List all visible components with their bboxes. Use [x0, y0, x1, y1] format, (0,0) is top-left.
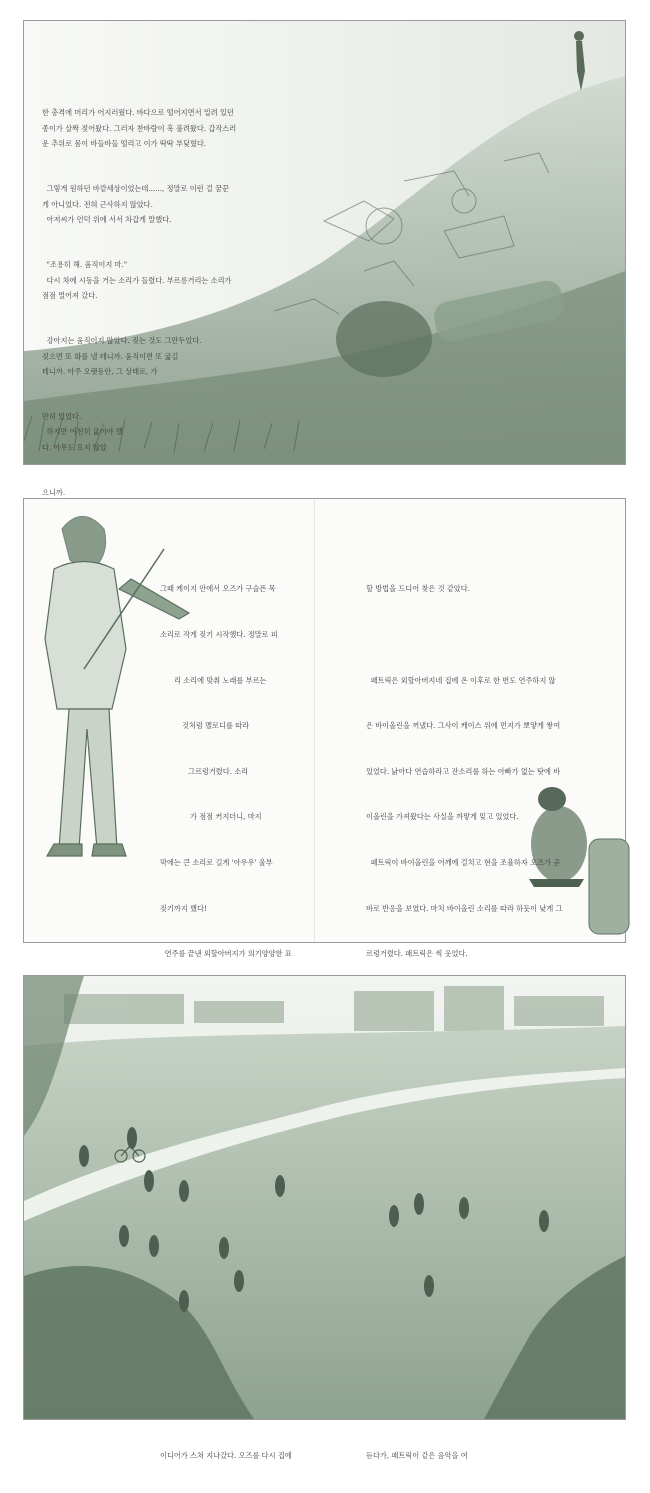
- book-spread-3: [23, 975, 626, 1420]
- book-spread-1: [23, 20, 626, 498]
- puppy-figure: [336, 301, 432, 377]
- spread-2-left-text: 그때 케이지 안에서 오즈가 구슬픈 목 소리로 작게 짖기 시작했다. 정말로 피 리 소리에 맞춰 노래를 부르는 것처럼 멜로디를 따라 그르렁거렸다. 소리 가 점점 커지더니, 마지 막에는 큰 소리로 길게 '아우우' 울부 짖기까지 했다! 연주를 끝낸 외할아버지가 의기양양한 표 이디어가 스쳐 지나갔다. 오즈를 다시 집에: [160, 584, 292, 1460]
- spread-1-text-block: 한 충격에 머리가 어지러웠다. 바다으로 떨어지면서 밀려 있던 종이가 살짝 젖어왔다. 그러자 찬바람이 훅 불려왔다. 갑작스러 운 추위로 몸이 바들바들 떨리고 이가 딱딱 부딪혔다. 그렇게 원하던 바깥세상이었는데......, 정말로 이런 걸 꿈꾼 게 아니었다. 전혀 근사하지 않았다. 아저씨가 언덕 위에 서서 차갑게 말했다. "조용히 해. 움직이지 마." 다시 차에 시동을 거는 소리가 들렸다. 부르릉거리는 소리가 점점 멀어져 갔다. 강아지는 움직이지 않았다. 짖는 것도 그만두었다. 짖으면 또 화를 낼 테니까. 움직이면 또 굶길 테니까. 아주 오랫동안, 그 상태로, 가 만히 있었다. 하지만 여전히 굶어야 했 다. 아무도 오지 않았 으니까.: [42, 108, 237, 498]
- park-scene-illustration: [24, 976, 625, 1419]
- spread-2-right-text: 할 방법을 드디어 찾은 것 같았다. 패트릭은 외할아버지네 집에 온 이후로 한 번도 연주하지 않 은 바이올린을 꺼냈다. 그사이 케이스 위에 먼지가 뽀얗게 쌓여 있었다. 낡아다 연습하라고 잔소리를 하는 아빠가 없는 탓에 바 이올린을 가져왔다는 사실을 까맣게 잊고 있었다. 패트릭이 바이올린을 어깨에 걸치고 현을 조율하자 오즈가 곧 바로 반응을 보였다. 마치 바이올린 소리를 따라 하듯이 낮게 그 르렁거렸다. 패트릭은 씩 웃었다. 듣다가, 패트릭이 같은 음악을 여: [366, 584, 563, 1460]
- book-spread-2: [23, 498, 626, 1460]
- pet-carrier-cage: [589, 839, 629, 934]
